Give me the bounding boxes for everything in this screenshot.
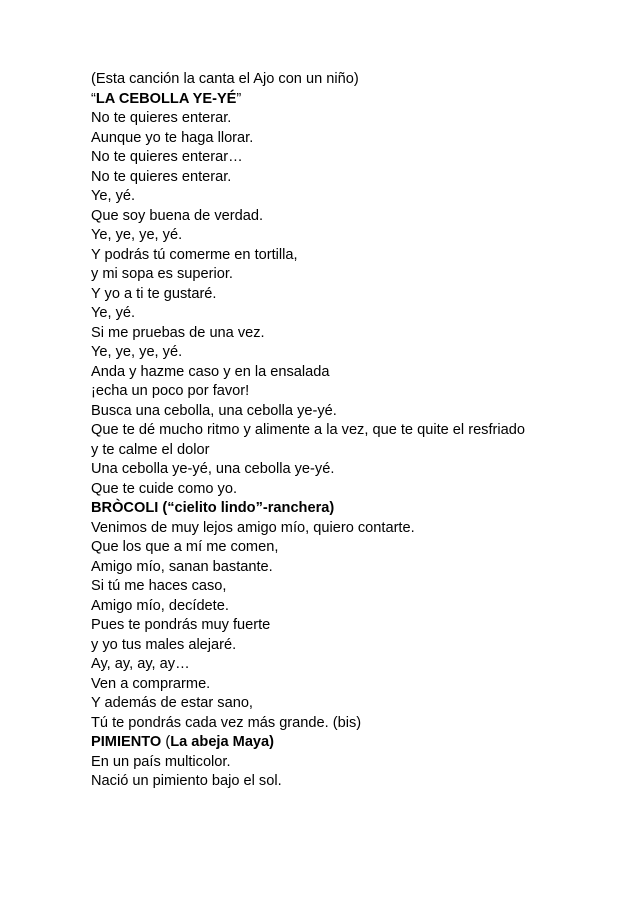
lyric-line: Ay, ay, ay, ay… [91,656,190,672]
lyric-line: y yo tus males alejaré. [91,636,237,653]
song-title-pimiento [91,733,611,753]
title-open-paren: ( [161,734,171,750]
lyric-line: Pues te pondrás muy fuerte [91,617,271,633]
lyric-line: Aunque yo te haga llorar. [91,129,254,146]
title-open-quote: “ [91,90,96,107]
lyric-line: Anda y hazme caso y en la ensalada [91,363,330,380]
title-close-quote: ” [236,90,242,107]
lyric-line: y mi sopa es superior. [91,266,233,282]
lyric-line: Ye, yé. [91,188,136,204]
lyric-line: Nació un pimiento bajo el sol. [91,773,282,789]
lyric-line: No te quieres enterar. [91,110,232,126]
lyric-line: Busca una cebolla, una cebolla ye-yé. [91,402,337,419]
lyric-line: y te calme el dolor [91,441,210,458]
lyric-line: Amigo mío, sanan bastante. [91,558,273,575]
lyric-line: En un país multicolor. [91,753,231,770]
lyric-line: Que los que a mí me comen, [91,539,279,555]
song-title-main: PIMIENTO [91,734,162,750]
lyric-line: Si tú me haces caso, [91,578,227,594]
lyric-line: Que soy buena de verdad. [91,207,264,224]
lyric-line: Ye, ye, ye, yé. [91,227,183,243]
lyric-line: ¡echa un poco por favor! [91,383,250,399]
lyric-line: No te quieres enterar. [91,168,232,185]
lyric-line: Ye, yé. [91,305,136,321]
lyric-line: Que te cuide como yo. [91,480,238,497]
lyric-line: Y yo a ti te gustaré. [91,285,217,302]
song-title-cebolla [91,90,611,110]
lyric-line: Amigo mío, decídete. [91,597,229,614]
lyric-line: Tú te pondrás cada vez más grande. (bis) [91,714,362,731]
song-title-brocoli: BRÒCOLI (“cielito lindo”-ranchera) [91,500,335,516]
lyrics-text [91,70,611,792]
lyric-line: Y además de estar sano, [91,695,253,711]
lyric-line: Ven a comprarme. [91,675,211,692]
intro-note: (Esta canción la canta el Ajo con un niño) [91,71,359,87]
song-title-text: LA CEBOLLA YE-YÉ [95,90,237,107]
lyric-line: Venimos de muy lejos amigo mío, quiero contarte. [91,519,415,536]
song-title-sub: La abeja Maya) [170,734,275,750]
lyric-line: Que te dé mucho ritmo y alimente a la vez, que te quite el resfriado [91,422,525,438]
lyric-line: Si me pruebas de una vez. [91,324,265,341]
lyric-line: No te quieres enterar… [91,149,243,165]
lyric-line: Y podrás tú comerme en tortilla, [91,246,298,263]
lyric-line: Ye, ye, ye, yé. [91,344,183,360]
lyric-line: Una cebolla ye-yé, una cebolla ye-yé. [91,461,335,477]
